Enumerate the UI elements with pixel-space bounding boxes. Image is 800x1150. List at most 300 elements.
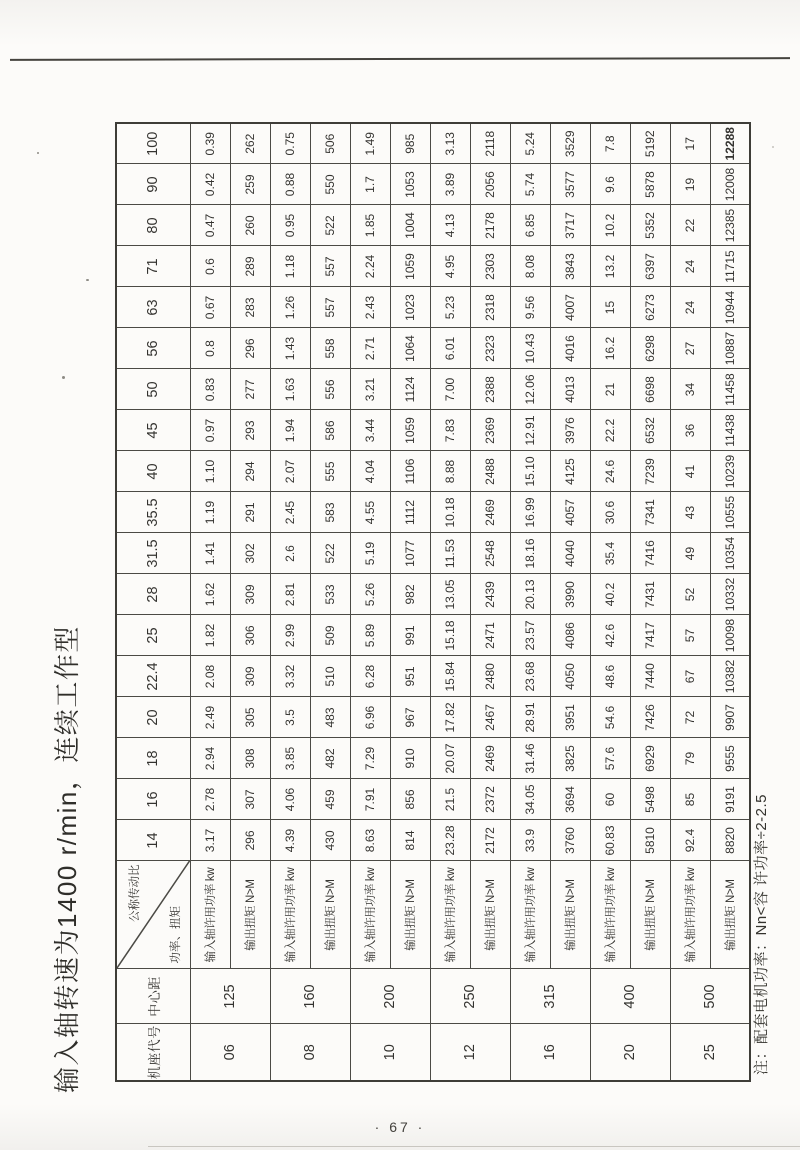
power-value-cell: 0.6	[190, 246, 230, 287]
torque-value-cell: 6273	[630, 287, 670, 328]
torque-value-cell: 482	[310, 738, 350, 779]
ratio-header: 22.4	[116, 656, 190, 697]
frame-torque-row	[630, 123, 670, 1081]
power-value-cell: 7.83	[430, 410, 470, 451]
torque-value-cell: 10239	[710, 451, 750, 492]
center-distance-cell: 500	[670, 969, 750, 1024]
torque-value-cell: 10382	[710, 656, 750, 697]
power-value-cell: 27	[670, 328, 710, 369]
torque-value-cell: 306	[230, 615, 270, 656]
power-value-cell: 12.06	[510, 369, 550, 410]
torque-value-cell: 2369	[470, 410, 510, 451]
power-value-cell: 18.16	[510, 533, 550, 574]
center-distance-cell: 125	[190, 969, 270, 1024]
ratio-header: 90	[116, 164, 190, 205]
torque-value-cell: 522	[310, 533, 350, 574]
row-label-power: 输入轴许用功率 kw	[350, 861, 390, 969]
power-value-cell: 79	[670, 738, 710, 779]
center-distance-cell: 315	[510, 969, 590, 1024]
power-value-cell: 0.39	[190, 123, 230, 164]
power-value-cell: 41	[670, 451, 710, 492]
power-value-cell: 2.43	[350, 287, 390, 328]
torque-value-cell: 289	[230, 246, 270, 287]
frame-power-row	[670, 123, 710, 1081]
torque-value-cell: 2303	[470, 246, 510, 287]
power-value-cell: 23.68	[510, 656, 550, 697]
power-value-cell: 20.13	[510, 574, 550, 615]
torque-value-cell: 260	[230, 205, 270, 246]
power-value-cell: 15.18	[430, 615, 470, 656]
row-label-torque: 输出扭矩 N>M	[310, 861, 350, 969]
torque-value-cell: 12385	[710, 205, 750, 246]
torque-value-cell: 6929	[630, 738, 670, 779]
row-label-power: 输入轴许用功率 kw	[190, 861, 230, 969]
power-value-cell: 2.94	[190, 738, 230, 779]
ratio-header: 40	[116, 451, 190, 492]
power-value-cell: 0.8	[190, 328, 230, 369]
torque-value-cell: 3976	[550, 410, 590, 451]
frame-power-row	[430, 123, 470, 1081]
torque-value-cell: 2467	[470, 697, 510, 738]
ratio-header: 31.5	[116, 533, 190, 574]
frame-torque-row	[390, 123, 430, 1081]
torque-value-cell: 6298	[630, 328, 670, 369]
power-value-cell: 0.95	[270, 205, 310, 246]
torque-value-cell: 7416	[630, 533, 670, 574]
power-value-cell: 60	[590, 779, 630, 820]
frame-torque-row	[550, 123, 590, 1081]
torque-value-cell: 3990	[550, 574, 590, 615]
power-value-cell: 12.91	[510, 410, 550, 451]
power-value-cell: 0.97	[190, 410, 230, 451]
power-value-cell: 1.19	[190, 492, 230, 533]
ratio-header: 71	[116, 246, 190, 287]
torque-value-cell: 2178	[470, 205, 510, 246]
torque-value-cell: 2172	[470, 820, 510, 861]
power-value-cell: 2.24	[350, 246, 390, 287]
torque-value-cell: 9191	[710, 779, 750, 820]
row-label-torque: 输出扭矩 N>M	[710, 861, 750, 969]
row-label-power: 输入轴许用功率 kw	[670, 861, 710, 969]
power-value-cell: 34	[670, 369, 710, 410]
torque-value-cell: 483	[310, 697, 350, 738]
frame-power-row	[590, 123, 630, 1081]
ratio-header: 18	[116, 738, 190, 779]
power-value-cell: 67	[670, 656, 710, 697]
torque-value-cell: 2488	[470, 451, 510, 492]
frame-torque-row	[230, 123, 270, 1081]
power-value-cell: 22	[670, 205, 710, 246]
torque-value-cell: 307	[230, 779, 270, 820]
torque-value-cell: 12288	[710, 123, 750, 164]
power-value-cell: 36	[670, 410, 710, 451]
power-value-cell: 43	[670, 492, 710, 533]
frame-code-cell: 06	[190, 1024, 270, 1081]
torque-value-cell: 296	[230, 328, 270, 369]
power-value-cell: 85	[670, 779, 710, 820]
torque-value-cell: 309	[230, 656, 270, 697]
torque-value-cell: 509	[310, 615, 350, 656]
ratio-header: 100	[116, 123, 190, 164]
row-label-torque: 输出扭矩 N>M	[390, 861, 430, 969]
power-value-cell: 3.32	[270, 656, 310, 697]
torque-value-cell: 506	[310, 123, 350, 164]
power-value-cell: 54.6	[590, 697, 630, 738]
torque-value-cell: 1077	[390, 533, 430, 574]
corner-power-torque-label: 功率、扭矩	[169, 906, 182, 964]
frame-power-row	[270, 123, 310, 1081]
corner-ratio-label: 公称传动比	[129, 864, 141, 922]
power-value-cell: 2.99	[270, 615, 310, 656]
power-value-cell: 1.41	[190, 533, 230, 574]
power-value-cell: 13.2	[590, 246, 630, 287]
frame-power-row	[350, 123, 390, 1081]
power-value-cell: 9.56	[510, 287, 550, 328]
power-value-cell: 7.29	[350, 738, 390, 779]
power-value-cell: 24.6	[590, 451, 630, 492]
power-value-cell: 3.13	[430, 123, 470, 164]
torque-value-cell: 2439	[470, 574, 510, 615]
power-value-cell: 92.4	[670, 820, 710, 861]
power-value-cell: 4.95	[430, 246, 470, 287]
torque-value-cell: 951	[390, 656, 430, 697]
torque-value-cell: 550	[310, 164, 350, 205]
row-label-power: 输入轴许用功率 kw	[430, 861, 470, 969]
power-value-cell: 24	[670, 287, 710, 328]
power-value-cell: 17.82	[430, 697, 470, 738]
power-value-cell: 8.08	[510, 246, 550, 287]
torque-value-cell: 5878	[630, 164, 670, 205]
power-value-cell: 33.9	[510, 820, 550, 861]
power-value-cell: 30.6	[590, 492, 630, 533]
ratio-header: 56	[116, 328, 190, 369]
torque-value-cell: 10944	[710, 287, 750, 328]
torque-value-cell: 3717	[550, 205, 590, 246]
torque-value-cell: 985	[390, 123, 430, 164]
power-value-cell: 21.5	[430, 779, 470, 820]
frame-code-cell: 25	[670, 1024, 750, 1081]
torque-value-cell: 309	[230, 574, 270, 615]
frame-code-cell: 08	[270, 1024, 350, 1081]
power-value-cell: 3.89	[430, 164, 470, 205]
power-value-cell: 24	[670, 246, 710, 287]
torque-value-cell: 10887	[710, 328, 750, 369]
torque-value-cell: 1059	[390, 410, 430, 451]
torque-value-cell: 6698	[630, 369, 670, 410]
torque-value-cell: 7440	[630, 656, 670, 697]
torque-value-cell: 296	[230, 820, 270, 861]
power-value-cell: 10.2	[590, 205, 630, 246]
torque-value-cell: 1064	[390, 328, 430, 369]
power-value-cell: 3.17	[190, 820, 230, 861]
torque-value-cell: 2469	[470, 492, 510, 533]
power-value-cell: 3.5	[270, 697, 310, 738]
frame-code-header: 机座代号	[116, 1024, 190, 1081]
power-value-cell: 5.26	[350, 574, 390, 615]
torque-value-cell: 4057	[550, 492, 590, 533]
ratio-header: 14	[116, 820, 190, 861]
torque-value-cell: 7417	[630, 615, 670, 656]
power-value-cell: 0.75	[270, 123, 310, 164]
power-value-cell: 0.42	[190, 164, 230, 205]
torque-value-cell: 293	[230, 410, 270, 451]
torque-value-cell: 6532	[630, 410, 670, 451]
torque-value-cell: 1023	[390, 287, 430, 328]
power-value-cell: 16.99	[510, 492, 550, 533]
row-label-torque: 输出扭矩 N>M	[550, 861, 590, 969]
power-value-cell: 0.47	[190, 205, 230, 246]
ratio-header: 45	[116, 410, 190, 451]
power-value-cell: 4.13	[430, 205, 470, 246]
power-value-cell: 1.63	[270, 369, 310, 410]
row-label-torque: 输出扭矩 N>M	[470, 861, 510, 969]
power-value-cell: 0.67	[190, 287, 230, 328]
power-value-cell: 5.89	[350, 615, 390, 656]
power-value-cell: 1.82	[190, 615, 230, 656]
power-value-cell: 49	[670, 533, 710, 574]
torque-value-cell: 8820	[710, 820, 750, 861]
torque-value-cell: 522	[310, 205, 350, 246]
frame-code-cell: 20	[590, 1024, 670, 1081]
power-value-cell: 19	[670, 164, 710, 205]
torque-value-cell: 510	[310, 656, 350, 697]
footnote: 注：配套电机功率：Nn<容 许功率÷2-2.5	[753, 793, 770, 1075]
power-value-cell: 4.55	[350, 492, 390, 533]
torque-value-cell: 2471	[470, 615, 510, 656]
power-value-cell: 11.53	[430, 533, 470, 574]
power-value-cell: 21	[590, 369, 630, 410]
torque-value-cell: 10332	[710, 574, 750, 615]
power-value-cell: 1.49	[350, 123, 390, 164]
torque-value-cell: 3529	[550, 123, 590, 164]
torque-value-cell: 991	[390, 615, 430, 656]
power-value-cell: 52	[670, 574, 710, 615]
torque-value-cell: 2388	[470, 369, 510, 410]
power-value-cell: 1.7	[350, 164, 390, 205]
torque-value-cell: 4086	[550, 615, 590, 656]
torque-value-cell: 2480	[470, 656, 510, 697]
power-value-cell: 5.74	[510, 164, 550, 205]
power-value-cell: 4.39	[270, 820, 310, 861]
frame-torque-row	[470, 123, 510, 1081]
torque-value-cell: 5192	[630, 123, 670, 164]
power-value-cell: 28.91	[510, 697, 550, 738]
torque-value-cell: 7426	[630, 697, 670, 738]
center-distance-header: 中心距	[116, 969, 190, 1024]
center-distance-cell: 250	[430, 969, 510, 1024]
power-value-cell: 23.28	[430, 820, 470, 861]
torque-value-cell: 2372	[470, 779, 510, 820]
torque-value-cell: 2118	[470, 123, 510, 164]
power-value-cell: 1.10	[190, 451, 230, 492]
torque-value-cell: 11715	[710, 246, 750, 287]
power-value-cell: 2.6	[270, 533, 310, 574]
power-value-cell: 0.88	[270, 164, 310, 205]
power-value-cell: 0.83	[190, 369, 230, 410]
torque-value-cell: 5810	[630, 820, 670, 861]
torque-value-cell: 259	[230, 164, 270, 205]
torque-value-cell: 982	[390, 574, 430, 615]
torque-value-cell: 10098	[710, 615, 750, 656]
torque-value-cell: 9907	[710, 697, 750, 738]
torque-value-cell: 1106	[390, 451, 430, 492]
torque-value-cell: 305	[230, 697, 270, 738]
power-value-cell: 16.2	[590, 328, 630, 369]
power-value-cell: 2.08	[190, 656, 230, 697]
power-value-cell: 34.05	[510, 779, 550, 820]
torque-value-cell: 910	[390, 738, 430, 779]
power-value-cell: 6.96	[350, 697, 390, 738]
torque-value-cell: 4016	[550, 328, 590, 369]
torque-value-cell: 11458	[710, 369, 750, 410]
torque-value-cell: 2469	[470, 738, 510, 779]
torque-value-cell: 3577	[550, 164, 590, 205]
center-distance-cell: 200	[350, 969, 430, 1024]
power-value-cell: 15.84	[430, 656, 470, 697]
power-value-cell: 23.57	[510, 615, 550, 656]
power-value-cell: 1.62	[190, 574, 230, 615]
torque-value-cell: 294	[230, 451, 270, 492]
power-value-cell: 6.85	[510, 205, 550, 246]
power-value-cell: 31.46	[510, 738, 550, 779]
power-value-cell: 1.94	[270, 410, 310, 451]
torque-value-cell: 459	[310, 779, 350, 820]
power-value-cell: 4.04	[350, 451, 390, 492]
power-value-cell: 10.18	[430, 492, 470, 533]
power-value-cell: 15	[590, 287, 630, 328]
power-value-cell: 72	[670, 697, 710, 738]
torque-value-cell: 555	[310, 451, 350, 492]
torque-value-cell: 4013	[550, 369, 590, 410]
center-distance-cell: 400	[590, 969, 670, 1024]
torque-value-cell: 7341	[630, 492, 670, 533]
torque-value-cell: 2323	[470, 328, 510, 369]
corner-diagonal-cell	[116, 861, 190, 969]
frame-code-cell: 10	[350, 1024, 430, 1081]
power-value-cell: 20.07	[430, 738, 470, 779]
torque-value-cell: 291	[230, 492, 270, 533]
power-value-cell: 6.01	[430, 328, 470, 369]
torque-value-cell: 3760	[550, 820, 590, 861]
ratio-header: 63	[116, 287, 190, 328]
torque-value-cell: 1053	[390, 164, 430, 205]
power-value-cell: 3.85	[270, 738, 310, 779]
torque-value-cell: 308	[230, 738, 270, 779]
torque-value-cell: 1112	[390, 492, 430, 533]
torque-value-cell: 262	[230, 123, 270, 164]
power-value-cell: 8.63	[350, 820, 390, 861]
power-value-cell: 10.43	[510, 328, 550, 369]
power-value-cell: 2.07	[270, 451, 310, 492]
torque-value-cell: 302	[230, 533, 270, 574]
power-value-cell: 22.2	[590, 410, 630, 451]
power-value-cell: 13.05	[430, 574, 470, 615]
ratio-header: 80	[116, 205, 190, 246]
page-number: · 67 ·	[374, 1119, 426, 1135]
power-value-cell: 42.6	[590, 615, 630, 656]
center-distance-cell: 160	[270, 969, 350, 1024]
torque-value-cell: 3825	[550, 738, 590, 779]
frame-torque-row	[710, 123, 750, 1081]
torque-value-cell: 2548	[470, 533, 510, 574]
torque-value-cell: 7239	[630, 451, 670, 492]
torque-value-cell: 12008	[710, 164, 750, 205]
power-value-cell: 57	[670, 615, 710, 656]
power-value-cell: 57.6	[590, 738, 630, 779]
power-value-cell: 2.81	[270, 574, 310, 615]
power-value-cell: 60.83	[590, 820, 630, 861]
torque-value-cell: 586	[310, 410, 350, 451]
ratio-header: 28	[116, 574, 190, 615]
torque-value-cell: 1004	[390, 205, 430, 246]
frame-torque-row	[310, 123, 350, 1081]
torque-value-cell: 10555	[710, 492, 750, 533]
frame-power-row	[510, 123, 550, 1081]
power-value-cell: 40.2	[590, 574, 630, 615]
torque-value-cell: 9555	[710, 738, 750, 779]
gear-rating-table	[115, 122, 751, 1082]
torque-value-cell: 558	[310, 328, 350, 369]
sheet-title: 输入轴转速为1400 r/min，连续工作型	[52, 625, 82, 1093]
torque-value-cell: 1059	[390, 246, 430, 287]
power-value-cell: 5.23	[430, 287, 470, 328]
ratio-header: 25	[116, 615, 190, 656]
row-label-torque: 输出扭矩 N>M	[230, 861, 270, 969]
power-value-cell: 4.06	[270, 779, 310, 820]
torque-value-cell: 4125	[550, 451, 590, 492]
power-value-cell: 48.6	[590, 656, 630, 697]
power-value-cell: 8.88	[430, 451, 470, 492]
power-value-cell: 6.28	[350, 656, 390, 697]
power-value-cell: 5.19	[350, 533, 390, 574]
power-value-cell: 1.85	[350, 205, 390, 246]
torque-value-cell: 1124	[390, 369, 430, 410]
torque-value-cell: 5352	[630, 205, 670, 246]
torque-value-cell: 277	[230, 369, 270, 410]
power-value-cell: 2.71	[350, 328, 390, 369]
torque-value-cell: 533	[310, 574, 350, 615]
frame-code-cell: 16	[510, 1024, 590, 1081]
torque-value-cell: 7431	[630, 574, 670, 615]
power-value-cell: 15.10	[510, 451, 550, 492]
torque-value-cell: 4040	[550, 533, 590, 574]
ratio-header: 50	[116, 369, 190, 410]
torque-value-cell: 4050	[550, 656, 590, 697]
power-value-cell: 17	[670, 123, 710, 164]
power-value-cell: 3.21	[350, 369, 390, 410]
torque-value-cell: 583	[310, 492, 350, 533]
torque-value-cell: 967	[390, 697, 430, 738]
torque-value-cell: 10354	[710, 533, 750, 574]
torque-value-cell: 11438	[710, 410, 750, 451]
power-value-cell: 1.26	[270, 287, 310, 328]
power-value-cell: 3.44	[350, 410, 390, 451]
torque-value-cell: 814	[390, 820, 430, 861]
power-value-cell: 35.4	[590, 533, 630, 574]
power-value-cell: 7.8	[590, 123, 630, 164]
frame-power-row	[190, 123, 230, 1081]
torque-value-cell: 3694	[550, 779, 590, 820]
torque-value-cell: 5498	[630, 779, 670, 820]
frame-code-cell: 12	[430, 1024, 510, 1081]
torque-value-cell: 3951	[550, 697, 590, 738]
torque-value-cell: 3843	[550, 246, 590, 287]
ratio-header: 20	[116, 697, 190, 738]
row-label-power: 输入轴许用功率 kw	[510, 861, 550, 969]
torque-value-cell: 2056	[470, 164, 510, 205]
torque-value-cell: 2318	[470, 287, 510, 328]
ratio-header: 16	[116, 779, 190, 820]
